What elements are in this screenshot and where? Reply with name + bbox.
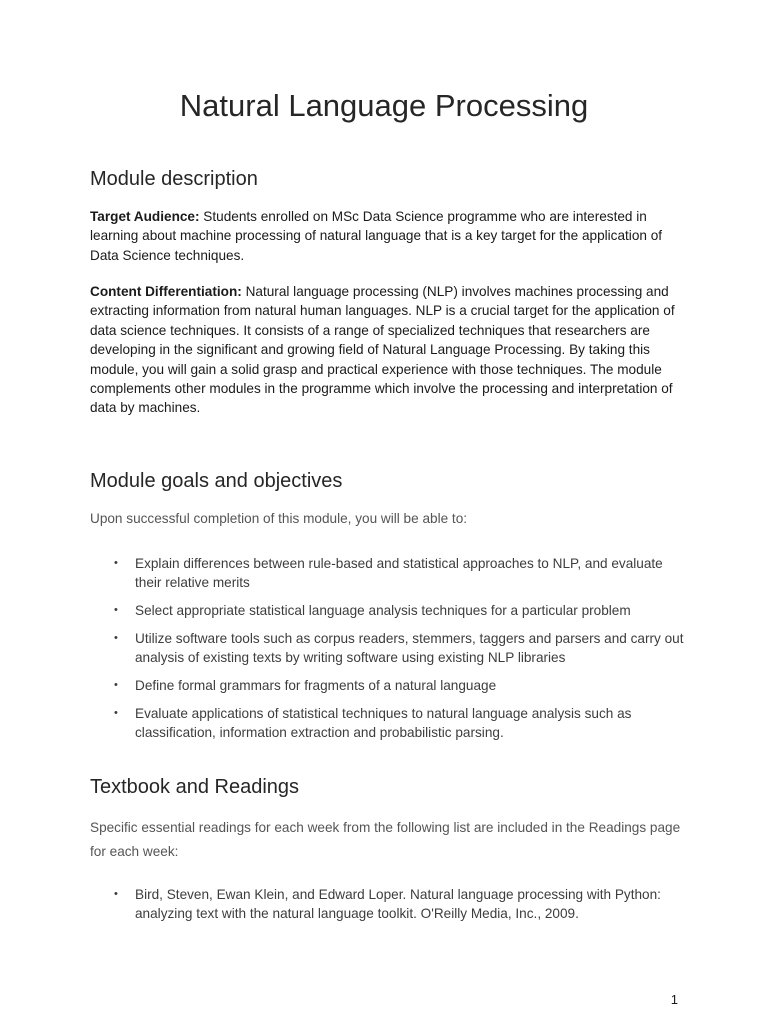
bullet-icon: • <box>114 888 118 900</box>
goal-text: Define formal grammars for fragments of a natural language <box>135 677 497 693</box>
module-goals-heading: Module goals and objectives <box>90 470 343 492</box>
goal-text: Select appropriate statistical language analysis techniques for a particular problem <box>135 603 631 619</box>
bullet-icon: • <box>114 678 118 691</box>
list-item <box>90 629 690 668</box>
bullet-icon: • <box>114 706 118 719</box>
readings-intro: Specific essential readings for each week from the following list are included in the Readings page for each week: <box>90 820 681 859</box>
bullet-icon: • <box>114 557 118 569</box>
goal-text: Evaluate applications of statistical techniques to natural language analysis such as classification, information extraction and probabilistic parsing. <box>135 705 632 741</box>
goal-text: Utilize software tools such as corpus readers, stemmers, taggers and parsers and carry out analysis of existing texts by writing software using existing NLP libraries <box>135 630 684 666</box>
goals-intro: Upon successful completion of this module, you will be able to: <box>90 511 468 526</box>
content-differentiation-paragraph <box>90 282 690 418</box>
page-number: 1 <box>670 992 678 1007</box>
list-item <box>90 554 690 593</box>
reading-citation: Bird, Steven, Ewan Klein, and Edward Loper. Natural language processing with Python: analyzing text with the natural language toolkit. O'Reilly Media, Inc., 2009. <box>135 887 661 922</box>
list-item <box>90 704 690 743</box>
readings-heading: Textbook and Readings <box>90 776 300 798</box>
list-item <box>90 676 690 695</box>
list-item <box>90 601 690 620</box>
goals-list <box>90 554 690 751</box>
goal-text: Explain differences between rule-based and statistical approaches to NLP, and evaluate their relative merits <box>135 556 663 591</box>
bullet-icon: • <box>114 604 118 617</box>
content-differentiation-text: Natural language processing (NLP) involves machines processing and extracting information from natural human languages. NLP is a crucial target for the application of data science techniques. It consists of a range of specialized techniques that researchers are developing in the significant and growing field of Natural Language Processing. By taking this module, you will gain a solid grasp and practical experience with those techniques. The module complements other modules in the programme which involve the processing and interpretation of data by machines. <box>90 284 675 416</box>
list-item <box>90 885 690 924</box>
target-audience-label: Target Audience: <box>90 209 200 224</box>
readings-list <box>90 885 690 932</box>
content-differentiation-label: Content Differentiation: <box>90 284 242 299</box>
bullet-icon: • <box>114 631 118 644</box>
target-audience-text: Students enrolled on MSc Data Science programme who are interested in learning about machine processing of natural language that is a key target for the application of Data Science techniques. <box>90 209 663 263</box>
target-audience-paragraph <box>90 207 690 265</box>
document-title: Natural Language Processing <box>179 88 589 123</box>
module-description-heading: Module description <box>90 168 258 190</box>
